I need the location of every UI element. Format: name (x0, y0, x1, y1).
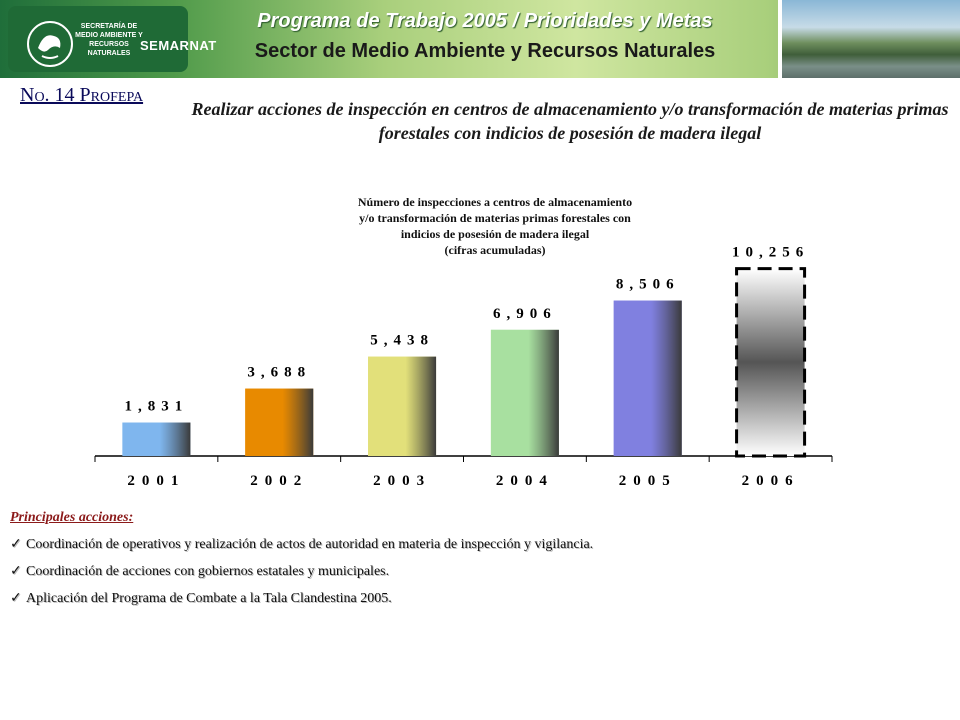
data-label: 5,438 (370, 332, 434, 349)
action-text: Coordinación de acciones con gobiernos estatales y municipales. (26, 564, 390, 579)
header-subtitle: Sector de Medio Ambiente y Recursos Naturales (254, 40, 716, 62)
x-tick-label: 2004 (495, 473, 554, 489)
action-item (10, 563, 950, 580)
bar-target (737, 269, 805, 456)
bar-shading (122, 423, 190, 456)
x-tick-label: 2006 (741, 473, 800, 489)
check-icon: ✓ (10, 564, 22, 579)
chart-title-line: (cifras acumuladas) (444, 243, 546, 257)
check-icon: ✓ (10, 591, 22, 606)
bar-shading (245, 389, 313, 456)
logo-brand: SEMARNAT (140, 38, 217, 53)
bar-shading (614, 301, 682, 456)
bar-shading (368, 357, 436, 456)
actions-title: Principales acciones: (10, 510, 134, 525)
x-tick-label: 2002 (250, 473, 309, 489)
data-label: 6,906 (493, 305, 557, 322)
logo-text: SECRETARÍA DE MEDIO AMBIENTE Y RECURSOS NATURALES (75, 23, 143, 57)
header-title: Programa de Trabajo 2005 / Prioridades y Metas (257, 10, 713, 32)
data-label: 3,688 (247, 364, 312, 381)
chart-title-line: y/o transformación de materias primas forestales con (359, 211, 631, 225)
bar-shading (491, 330, 559, 456)
x-tick-label: 2001 (127, 473, 186, 489)
chart-title-line: indicios de posesión de madera ilegal (400, 227, 590, 241)
action-item (10, 536, 950, 553)
section-label: No. 14 Profepa (20, 84, 144, 106)
x-tick-label: 2005 (618, 473, 677, 489)
page-heading: Realizar acciones de inspección en centros de almacenamiento y/o transformación de materias primas forestales con indicios de posesión de madera ilegal (191, 99, 949, 143)
check-icon: ✓ (10, 537, 22, 552)
data-label: 8,506 (615, 276, 680, 293)
action-text: Coordinación de operativos y realización de actos de autoridad en materia de inspección y vigilancia. (26, 537, 594, 552)
x-tick-label: 2003 (373, 473, 432, 489)
action-item (10, 590, 950, 607)
action-text: Aplicación del Programa de Combate a la Tala Clandestina 2005. (26, 591, 392, 606)
data-label: 10,256 (731, 244, 810, 261)
chart-title-line: Número de inspecciones a centros de almacenamiento (357, 195, 633, 209)
data-label: 1,831 (124, 398, 189, 415)
actions-section (10, 510, 950, 617)
